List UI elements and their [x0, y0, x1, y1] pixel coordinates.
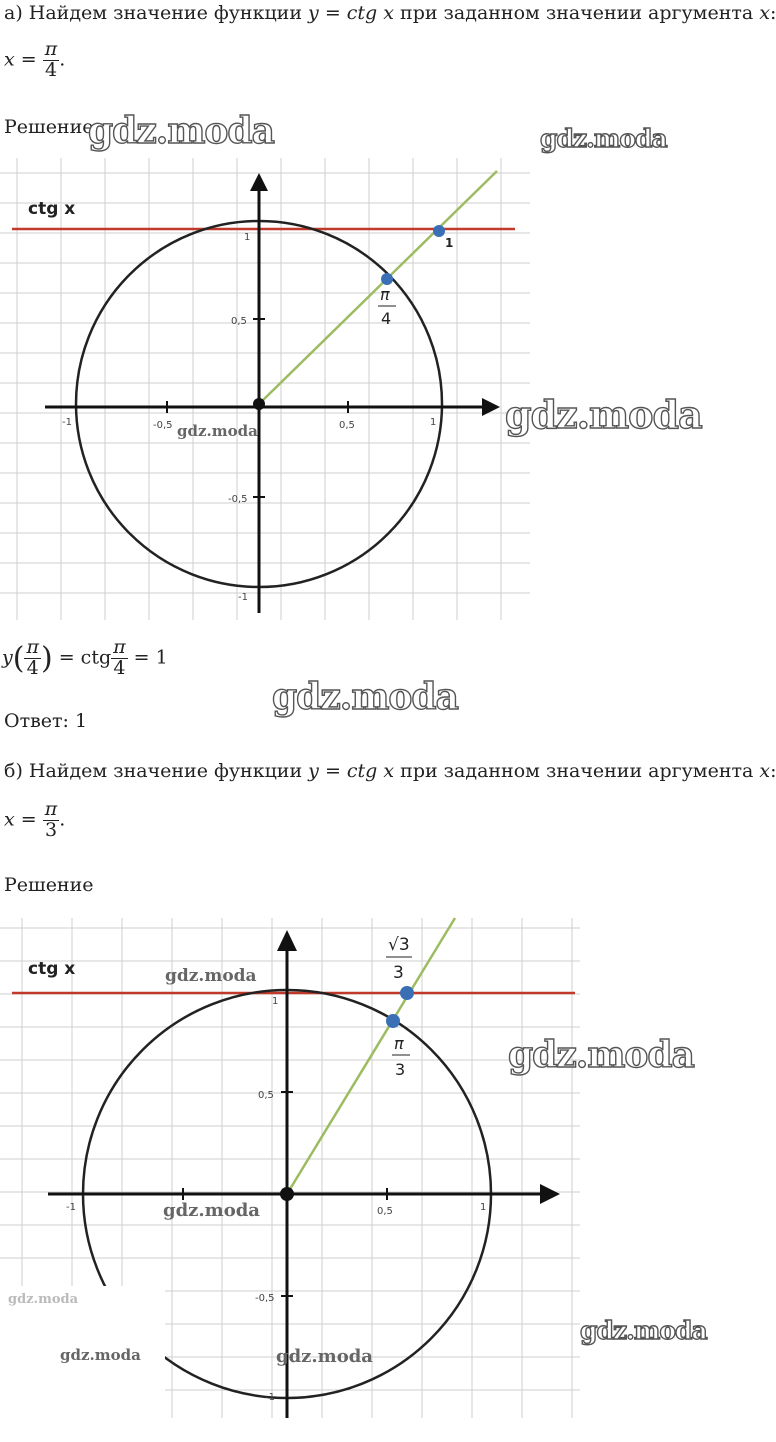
- point-label-den-a: 4: [381, 309, 392, 328]
- x-frac-b: [43, 800, 60, 841]
- ctg-label-b: ctg x: [28, 959, 76, 979]
- solution-label-b: Решение: [4, 874, 94, 896]
- tick-1-b: 1: [480, 1202, 487, 1213]
- angle-ray-a: [259, 171, 497, 404]
- x-eq-b: x =: [4, 808, 37, 831]
- tick-05-a: 0,5: [339, 420, 355, 431]
- y-axis-arrow-a: [250, 173, 268, 191]
- unit-circle-graph-b: [0, 918, 580, 1418]
- watermark: gdz.moda: [272, 676, 458, 718]
- origin-dot-b: [280, 1187, 294, 1201]
- watermark: gdz.moda: [540, 124, 667, 153]
- angle-ray-b: [287, 918, 455, 1194]
- x-frac-b-num: π: [44, 798, 58, 820]
- calc-a-frac1-den: 4: [24, 658, 41, 679]
- task-a-colon: :: [769, 2, 776, 24]
- ctg-value-a: 1: [445, 236, 454, 250]
- calc-a-y: y: [2, 646, 13, 669]
- point-label-den-b: 3: [395, 1060, 406, 1079]
- ctg-point-b: [400, 986, 414, 1000]
- calc-a-frac2: [111, 638, 128, 679]
- calc-a-res: = 1: [133, 646, 168, 669]
- answer-a: Ответ: 1: [4, 710, 88, 732]
- ctg-label-a: ctg x: [28, 199, 76, 219]
- watermark: gdz.moda: [508, 1034, 694, 1076]
- watermark: gdz.moda: [177, 422, 258, 440]
- task-a-suffix: при заданном значении аргумента: [393, 2, 760, 24]
- calc-a-frac1: [24, 638, 41, 679]
- x-value-b: [4, 800, 65, 841]
- tick-y1-b: 1: [272, 996, 279, 1007]
- x-dot-b: .: [59, 808, 66, 831]
- solution-label-a: Решение: [4, 116, 94, 138]
- circle-point-a: [381, 273, 393, 285]
- calc-a-frac2-num: π: [113, 636, 126, 658]
- watermark: gdz.moda: [580, 1316, 707, 1345]
- task-a-func: y = ctg x: [308, 2, 394, 24]
- task-b-prefix: б) Найдем значение функции: [4, 760, 309, 782]
- tick-neg05-a: -0,5: [153, 420, 173, 431]
- tick-y05-a: 0,5: [231, 316, 247, 327]
- tick-05-b: 0,5: [377, 1206, 393, 1217]
- tick-y1-a: 1: [244, 232, 251, 243]
- calc-a: y( $\frac{\pi}{4}$ ) = ctg $\frac{\pi}{4}$ = 1: [2, 636, 168, 679]
- task-a-prefix: а) Найдем значение функции: [4, 2, 309, 24]
- watermark: gdz.moda: [505, 392, 702, 437]
- watermark: gdz.moda: [88, 110, 274, 152]
- calc-a-frac1-num: π: [26, 636, 39, 658]
- watermark: gdz.moda: [163, 1200, 260, 1221]
- tick-neg1-b: -1: [66, 1202, 76, 1213]
- x-frac-a: [43, 40, 60, 81]
- tick-yneg05-b: -0,5: [255, 1293, 275, 1304]
- x-frac-a-den: 4: [43, 60, 60, 81]
- circle-point-b: [386, 1014, 400, 1028]
- x-eq-a: x =: [4, 48, 37, 71]
- x-axis-arrow-b: [540, 1184, 560, 1204]
- tick-yneg05-a: -0,5: [228, 494, 248, 505]
- x-value-a: [4, 40, 65, 81]
- task-b-var: x: [759, 760, 771, 782]
- task-a-text: [4, 2, 776, 24]
- grid-a: [0, 158, 530, 620]
- x-frac-a-num: π: [44, 38, 58, 60]
- watermark: gdz.moda: [60, 1346, 141, 1364]
- watermark: gdz.moda: [8, 1292, 79, 1307]
- task-b-colon: :: [770, 760, 776, 782]
- sqrt-label-den-b: 3: [393, 963, 404, 983]
- calc-a-frac2-den: 4: [111, 658, 128, 679]
- unit-circle-graph-a: [0, 158, 530, 620]
- tick-neg1-a: -1: [62, 417, 72, 428]
- calc-a-mid: = ctg: [58, 646, 112, 669]
- watermark: gdz.moda: [276, 1346, 373, 1367]
- watermark: gdz.moda: [165, 966, 257, 986]
- task-b-suffix: при заданном значении аргумента: [394, 760, 760, 782]
- point-label-num-b: π: [394, 1034, 404, 1053]
- point-label-num-a: π: [380, 285, 390, 304]
- y-axis-arrow-b: [277, 930, 297, 951]
- x-dot-a: .: [59, 48, 66, 71]
- sqrt-label-num-b: √3: [388, 935, 410, 955]
- tick-yneg1-a: -1: [238, 592, 248, 603]
- task-b-func: y = ctg x: [308, 760, 395, 782]
- tick-y05-b: 0,5: [258, 1090, 274, 1101]
- ctg-point-a: [433, 225, 445, 237]
- x-frac-b-den: 3: [43, 820, 60, 841]
- tick-yneg1-b: -1: [265, 1392, 275, 1403]
- origin-dot-a: [253, 398, 265, 410]
- tick-1-a: 1: [430, 417, 437, 428]
- task-b-text: [4, 760, 776, 782]
- task-a-var: x: [759, 2, 770, 24]
